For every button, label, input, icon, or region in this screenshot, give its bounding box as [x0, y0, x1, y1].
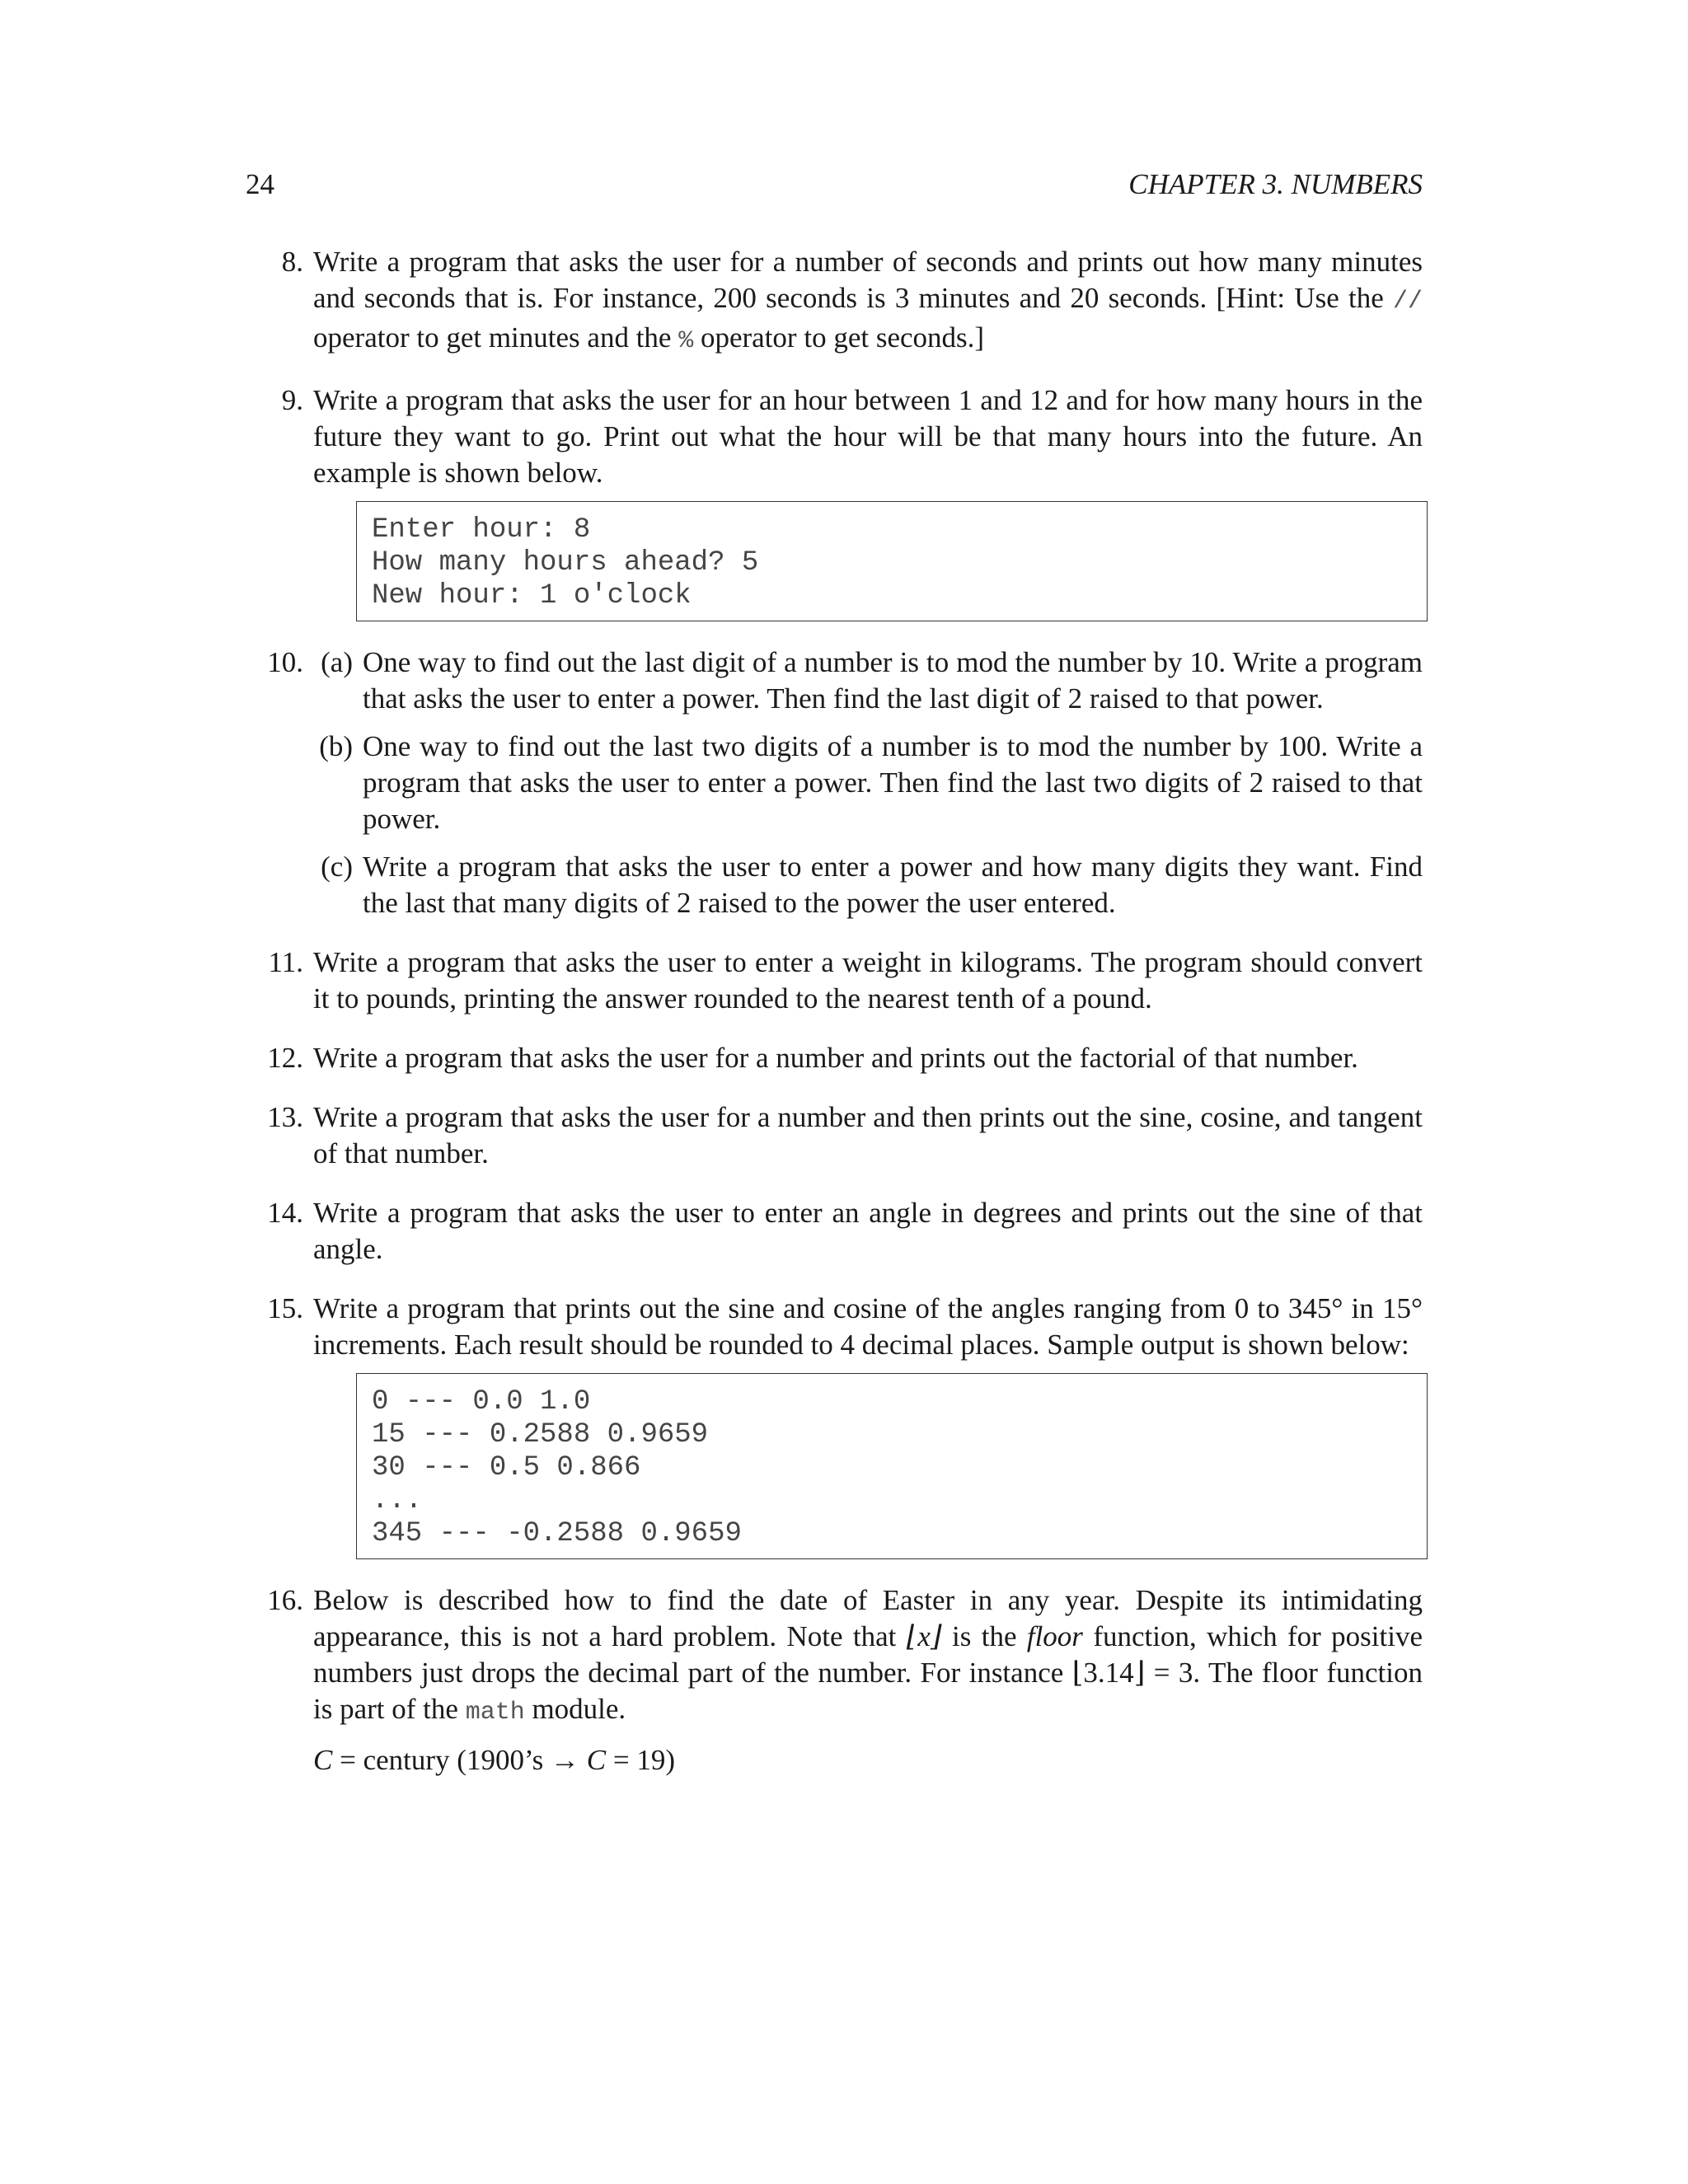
exercise-number: 16. — [267, 1584, 303, 1616]
code-line: 30 --- 0.5 0.866 — [372, 1452, 641, 1483]
inline-code-mod: % — [678, 327, 694, 355]
exercise-10a — [303, 644, 1423, 717]
page-number: 24 — [246, 168, 274, 200]
easter-formula — [313, 1742, 1423, 1779]
exercise-text: Write a program that asks the user to enter a weight in kilograms. The program should convert it to pounds, printing the answer rounded to the nearest tenth of a pound. — [313, 946, 1423, 1015]
exercise-number: 9. — [281, 384, 303, 416]
exercise-11 — [246, 944, 1423, 1017]
inline-code-math: math — [465, 1699, 525, 1727]
exercise-text: Write a program that asks the user for a number and then prints out the sine, cosine, and tangent of that number. — [313, 1101, 1423, 1169]
sub-text: One way to find out the last digit of a number is to mod the number by 10. Write a program that asks the user to enter a power. Then find the last digit of 2 raised to that power. — [363, 646, 1423, 715]
exercise-text-part: operator to get minutes and the — [313, 321, 679, 354]
exercise-10 — [246, 644, 1423, 921]
inline-code-floor-div: // — [1392, 288, 1423, 316]
exercise-text-part: function, which for positive numbers just drops the decimal part of the number. For instance — [313, 1620, 1423, 1689]
sub-text: Write a program that asks the user to enter a power and how many digits they want. Find the last that many digits of 2 raised to the power the user entered. — [363, 851, 1423, 919]
exercise-16 — [246, 1582, 1423, 1779]
chapter-title: CHAPTER 3. NUMBERS — [1128, 168, 1423, 200]
code-sample-trig — [356, 1373, 1428, 1559]
exercise-text-part: operator to get seconds.] — [693, 321, 985, 354]
exercise-text-part: is the — [941, 1620, 1027, 1652]
exercise-number: 15. — [267, 1292, 303, 1324]
floor-notation: ⌊x⌋ — [906, 1620, 942, 1652]
exercise-number: 11. — [268, 946, 303, 978]
code-sample-hour — [356, 501, 1428, 621]
formula-text: = 19) — [606, 1744, 676, 1776]
exercise-text: Write a program that asks the user to enter an angle in degrees and prints out the sine of that angle. — [313, 1197, 1423, 1265]
exercise-10b — [303, 729, 1423, 837]
exercise-text: Write a program that asks the user for a number and prints out the factorial of that number. — [313, 1042, 1358, 1074]
code-line: 345 --- -0.2588 0.9659 — [372, 1518, 742, 1549]
formula-variable: C — [313, 1744, 333, 1776]
exercise-text — [313, 1582, 1423, 1731]
exercise-15 — [246, 1291, 1423, 1363]
floor-example: ⌊3.14⌋ = 3 — [1071, 1657, 1193, 1689]
exercise-number: 14. — [267, 1197, 303, 1229]
sub-label: (b) — [319, 730, 353, 762]
exercise-9 — [246, 382, 1423, 491]
exercise-text: Write a program that prints out the sine and cosine of the angles ranging from 0 to 345° in 15° increments. Each result should be rounded to 4 decimal places. Sample output is shown below: — [313, 1292, 1423, 1361]
code-line: How many hours ahead? 5 — [372, 547, 759, 579]
code-line: New hour: 1 o'clock — [372, 580, 692, 612]
exercise-number: 8. — [281, 246, 303, 278]
sub-label: (a) — [321, 646, 353, 678]
exercise-text-part: Write a program that asks the user for a number of seconds and prints out how many minutes and seconds that is. For instance, 200 seconds is 3 minutes and 20 seconds. [Hint: Use the — [313, 246, 1423, 314]
code-line: Enter hour: 8 — [372, 514, 591, 546]
exercise-number: 13. — [267, 1101, 303, 1133]
formula-variable: C — [586, 1744, 607, 1776]
exercise-text — [313, 244, 1423, 359]
code-line: 0 --- 0.0 1.0 — [372, 1386, 591, 1418]
sub-label: (c) — [321, 851, 353, 883]
exercise-10c — [303, 849, 1423, 921]
code-line: 15 --- 0.2588 0.9659 — [372, 1419, 709, 1451]
exercise-14 — [246, 1195, 1423, 1268]
floor-term: floor — [1026, 1620, 1083, 1652]
exercise-number: 12. — [267, 1042, 303, 1074]
formula-text: = century (1900’s → — [332, 1744, 587, 1776]
exercise-12 — [246, 1040, 1423, 1076]
exercise-text-part: . The floor function is part of the — [313, 1657, 1423, 1725]
exercise-number: 10. — [267, 646, 303, 678]
exercise-13 — [246, 1099, 1423, 1172]
page-header — [246, 166, 1423, 209]
code-line: ... — [372, 1485, 423, 1516]
exercise-text-part: module. — [524, 1693, 626, 1725]
exercise-text: Write a program that asks the user for an hour between 1 and 12 and for how many hours in the future they want to go. Print out what the hour will be that many hours into the future. An example is shown below. — [313, 384, 1423, 489]
sub-text: One way to find out the last two digits of a number is to mod the number by 100. Write a program that asks the user to enter a power. Then find the last two digits of 2 raised to that power. — [363, 730, 1423, 835]
exercise-list — [246, 244, 1423, 1779]
exercise-8 — [246, 244, 1423, 359]
exercise-text-part: Below is described how to find the date of Easter in any year. Despite its intimidating appearance, this is not a hard problem. Note that — [313, 1584, 1423, 1652]
